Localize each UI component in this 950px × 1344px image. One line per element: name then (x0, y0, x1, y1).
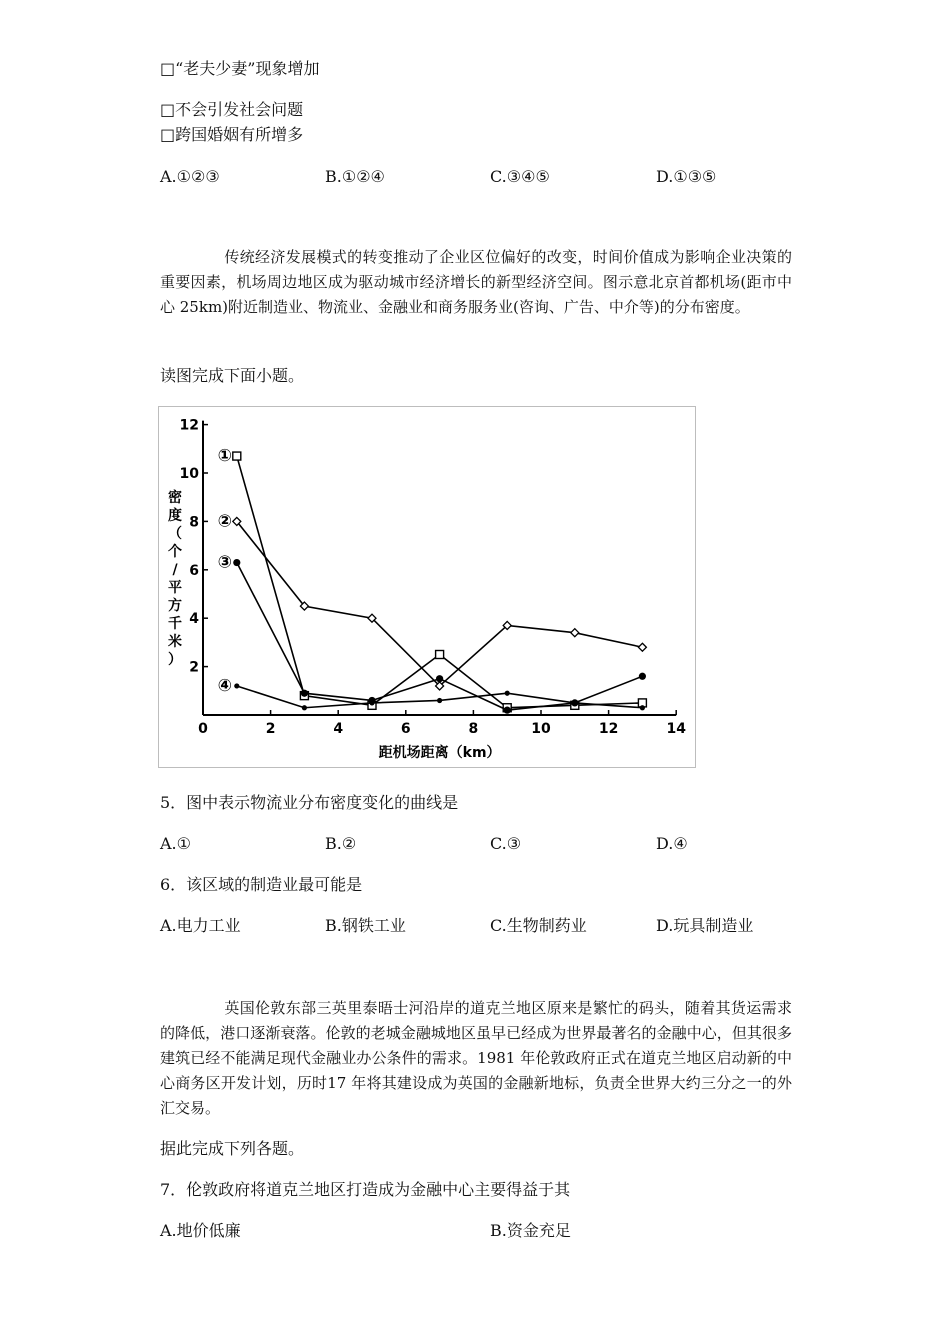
x-tick-label: 12 (598, 721, 619, 737)
prev-option-a[interactable]: A.①②③ (160, 167, 220, 186)
q7-option-a[interactable]: A.地价低廉 (160, 1221, 241, 1240)
passage1 (160, 245, 792, 320)
chart-series (233, 452, 647, 714)
q6-stem: 6．该区域的制造业最可能是 (160, 875, 363, 894)
series-3-point (233, 559, 240, 566)
series-4-point (302, 705, 307, 710)
prev-option-d[interactable]: D.①③⑤ (656, 167, 717, 186)
density-chart-figure (158, 406, 696, 768)
y-tick-label: 4 (189, 611, 199, 628)
x-tick-label: 2 (265, 721, 276, 737)
density-chart (159, 407, 695, 767)
passage2-instruction: 据此完成下列各题。 (160, 1139, 305, 1158)
q5-option-c[interactable]: C.③ (490, 834, 522, 853)
series-3-point (504, 707, 511, 714)
prev-option-c[interactable]: C.③④⑤ (490, 167, 550, 186)
x-tick-label: 6 (400, 721, 411, 737)
series-line-2 (237, 521, 643, 686)
y-tick-label: 8 (189, 514, 199, 531)
prev-item-2: □不会引发社会问题 (160, 100, 304, 119)
passage2 (160, 996, 792, 1121)
q6-option-d[interactable]: D.玩具制造业 (656, 916, 754, 935)
series-4-point (437, 698, 442, 703)
series-line-1 (237, 456, 643, 708)
q5-option-d[interactable]: D.④ (656, 834, 688, 853)
q5-option-b[interactable]: B.② (325, 834, 357, 853)
x-tick-label: 10 (531, 721, 551, 737)
series-3-point (639, 673, 646, 680)
y-axis-label: 密度（个/平方千米） (168, 490, 182, 668)
series-4-point (505, 691, 510, 696)
series-2-point (638, 643, 646, 651)
q7-option-b[interactable]: B.资金充足 (490, 1221, 571, 1240)
passage2-text: 英国伦敦东部三英里泰晤士河沿岸的道克兰地区原来是繁忙的码头，随着其货运需求的降低，港口逐渐衰落。伦敦的老城金融城地区虽早已经成为世界最著名的金融中心，但其很多建筑已经不能满足现代金融业办公条件的需求。1981 年伦敦政府正式在道克兰地区启动新的中心商务区开发计划，历时17 年将其建设成为英国的金融新地标，负责全世界大约三分之一的外汇交易。 (160, 999, 792, 1117)
x-tick-label: 14 (666, 721, 686, 737)
passage1-instruction: 读图完成下面小题。 (160, 366, 305, 385)
series-4-point (640, 705, 645, 710)
y-tick-label: 10 (179, 466, 199, 482)
q6-option-a[interactable]: A.电力工业 (160, 916, 241, 935)
x-tick-label: 8 (468, 721, 479, 737)
passage1-text: 传统经济发展模式的转变推动了企业区位偏好的改变，时间价值成为影响企业决策的重要因素，机场周边地区成为驱动城市经济增长的新型经济空间。图示意北京首都机场(距市中心 25km)附近制造业、物流业、金融业和商务服务业(咨询、广告、中介等)的分布密度。 (160, 248, 792, 316)
y-tick-label: 2 (189, 659, 199, 676)
q6-option-c[interactable]: C.生物制药业 (490, 916, 587, 935)
x-tick-label: 4 (333, 721, 344, 737)
series-label-2: ② (217, 511, 233, 532)
prev-item-1: □“老夫少妻”现象增加 (160, 59, 320, 78)
series-3-point (301, 690, 308, 697)
q5-stem: 5．图中表示物流业分布密度变化的曲线是 (160, 793, 459, 812)
y-tick-label: 6 (189, 562, 199, 579)
prev-option-b[interactable]: B.①②④ (325, 167, 385, 186)
series-1-point (436, 651, 444, 659)
series-label-3: ③ (217, 552, 233, 573)
series-4-point (572, 700, 577, 705)
chart-labels (167, 446, 501, 761)
q5-option-a[interactable]: A.① (160, 834, 191, 853)
prev-item-3: □跨国婚姻有所增多 (160, 125, 304, 144)
series-4-point (369, 700, 374, 705)
x-tick-label: 0 (198, 721, 208, 737)
x-axis-label: 距机场距离（km） (378, 745, 501, 761)
series-2-point (571, 629, 579, 637)
series-4-point (234, 683, 239, 688)
series-label-4: ④ (217, 675, 233, 696)
q6-option-b[interactable]: B.钢铁工业 (325, 916, 406, 935)
series-3-point (436, 675, 443, 682)
y-tick-label: 12 (179, 417, 199, 434)
series-label-1: ① (217, 446, 233, 467)
q7-stem: 7．伦敦政府将道克兰地区打造成为金融中心主要得益于其 (160, 1180, 571, 1199)
series-1-point (233, 452, 241, 460)
